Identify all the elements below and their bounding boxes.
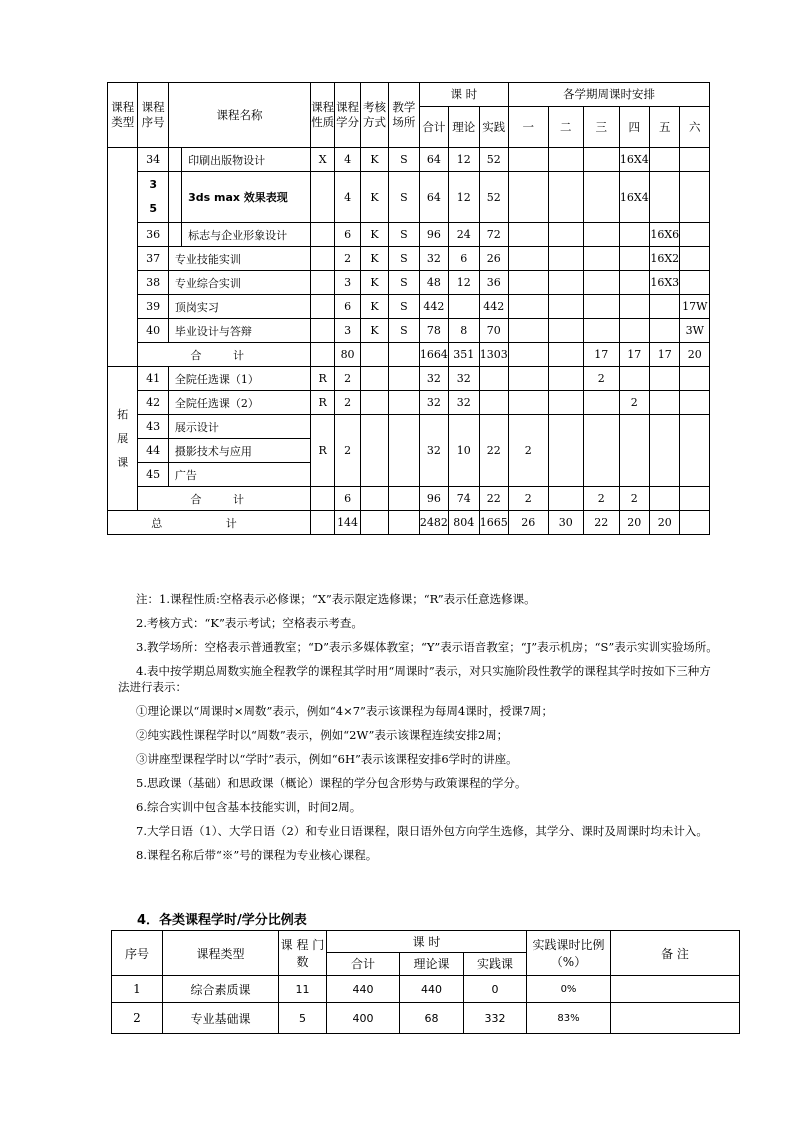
cell-s3: 22 (584, 511, 620, 535)
ratio-header-ratio: 实践课时比例（%） (527, 931, 611, 976)
course-seq: 36 (138, 223, 168, 247)
ratio-rows (112, 976, 740, 1034)
cell-nature (311, 319, 335, 343)
table-row (108, 148, 710, 172)
table-row (112, 976, 740, 1003)
cell-credit: 2 (335, 391, 360, 415)
cell-practice: 70 (479, 319, 508, 343)
course-name: 全院任选课（1） (168, 367, 310, 391)
cell-s6 (680, 148, 710, 172)
cell-s2 (548, 247, 584, 271)
cell-place (389, 343, 419, 367)
cell-practice: 52 (479, 148, 508, 172)
cell-s5 (650, 172, 680, 223)
cell-s2 (548, 148, 584, 172)
cell-nature (311, 172, 335, 223)
name-spacer (168, 223, 181, 247)
cell-theory: 6 (449, 247, 479, 271)
header-course-credit: 课程学分 (335, 83, 360, 148)
cell-total: 2482 (419, 511, 448, 535)
course-type-cell (108, 148, 138, 367)
ratio-header-hours: 课 时 (327, 931, 527, 953)
note-6: 6.综合实训中包含基本技能实训，时间2周。 (136, 800, 362, 814)
cell-s4: 17 (619, 343, 649, 367)
cell-s4 (619, 295, 649, 319)
header-teaching-place: 教学场所 (389, 83, 419, 148)
note-2: 2.考核方式：“K”表示考试；空格表示考查。 (136, 616, 363, 630)
note-4: 4.表中按学期总周数实施全程教学的课程其学时用“周课时”表示，对只实施阶段性教学的课程其学时按如下三种方法进行表示： (118, 664, 711, 694)
cell-s4: 20 (619, 511, 649, 535)
ratio-header-type: 课程类型 (163, 931, 279, 976)
subtotal-label: 合 计 (138, 343, 311, 367)
cell-nature: R (311, 391, 335, 415)
header-sem-6: 六 (680, 107, 710, 148)
course-seq: 42 (138, 391, 168, 415)
cell-total: 1664 (419, 343, 448, 367)
subtotal-row (108, 487, 710, 511)
cell-s6: 20 (680, 343, 710, 367)
header-sem-3: 三 (584, 107, 620, 148)
cell-s2 (548, 343, 584, 367)
cell-place (389, 487, 419, 511)
ratio-header-count: 课 程 门 数 (279, 931, 327, 976)
cell-total: 64 (419, 148, 448, 172)
cell-total: 32 (419, 247, 448, 271)
cell-s1 (508, 247, 548, 271)
cell-exam: K (360, 247, 388, 271)
cell-s6 (680, 391, 710, 415)
subtotal-row (108, 343, 710, 367)
cell-s4 (619, 415, 649, 487)
cell-credit: 3 (335, 319, 360, 343)
course-seq: 39 (138, 295, 168, 319)
cell-s6 (680, 511, 710, 535)
note-7: 7.大学日语（1）、大学日语（2）和专业日语课程，限日语外包方向学生选修，其学分、课时及周课时均未计入。 (136, 824, 708, 838)
cell-s5: 16X3 (650, 271, 680, 295)
cell-s1 (508, 148, 548, 172)
header-course-nature: 课程性质 (311, 83, 335, 148)
course-name: 专业技能实训 (168, 247, 310, 271)
cell-s6 (680, 415, 710, 487)
course-seq: 43 (138, 415, 168, 439)
cell-credit: 6 (335, 487, 360, 511)
cell-practice (479, 391, 508, 415)
cell-practice: 72 (479, 223, 508, 247)
header-sem-2: 二 (548, 107, 584, 148)
cell-s5 (650, 148, 680, 172)
table-row (108, 415, 710, 439)
cell-exam (360, 367, 388, 391)
cell-s4 (619, 247, 649, 271)
cell-exam: K (360, 295, 388, 319)
table-row (108, 223, 710, 247)
note-8: 8.课程名称后带“※”号的课程为专业核心课程。 (136, 848, 378, 862)
cell-s2 (548, 295, 584, 319)
cell-s6 (680, 487, 710, 511)
ratio-type: 综合素质课 (163, 976, 279, 1003)
cell-s3 (584, 295, 620, 319)
cell-s3: 2 (584, 487, 620, 511)
cell-s6 (680, 247, 710, 271)
cell-practice: 52 (479, 172, 508, 223)
header-schedule: 各学期周课时安排 (508, 83, 709, 107)
cell-exam (360, 415, 388, 487)
ratio-total: 400 (327, 1003, 400, 1034)
cell-s5: 16X2 (650, 247, 680, 271)
course-name: 标志与企业形象设计 (182, 223, 311, 247)
cell-total: 442 (419, 295, 448, 319)
cell-total: 32 (419, 415, 448, 487)
cell-s5 (650, 391, 680, 415)
header-hours-theory: 理论 (449, 107, 479, 148)
cell-s5: 16X6 (650, 223, 680, 247)
cell-nature (311, 511, 335, 535)
cell-s1: 2 (508, 415, 548, 487)
cell-theory: 12 (449, 148, 479, 172)
cell-exam (360, 511, 388, 535)
cell-theory: 351 (449, 343, 479, 367)
cell-exam (360, 343, 388, 367)
cell-nature (311, 223, 335, 247)
cell-s4: 2 (619, 487, 649, 511)
table-row (108, 295, 710, 319)
cell-s2 (548, 415, 584, 487)
cell-total: 32 (419, 391, 448, 415)
ratio-seq: 2 (112, 1003, 163, 1034)
cell-total: 48 (419, 271, 448, 295)
ratio-seq: 1 (112, 976, 163, 1003)
cell-s3 (584, 148, 620, 172)
note-1: 注：1.课程性质:空格表示必修课；“X”表示限定选修课；“R”表示任意选修课。 (136, 592, 536, 606)
cell-s6 (680, 271, 710, 295)
cell-s3 (584, 247, 620, 271)
ratio-header-remark: 备 注 (611, 931, 740, 976)
cell-place: S (389, 247, 419, 271)
cell-credit: 6 (335, 295, 360, 319)
cell-theory: 12 (449, 271, 479, 295)
cell-s1 (508, 223, 548, 247)
cell-practice: 1303 (479, 343, 508, 367)
cell-theory: 12 (449, 172, 479, 223)
cell-total: 64 (419, 172, 448, 223)
extension-course-rows (108, 367, 710, 535)
cell-s1 (508, 295, 548, 319)
ratio-remark (611, 1003, 740, 1034)
header-hours: 课 时 (419, 83, 508, 107)
cell-s1: 2 (508, 487, 548, 511)
ratio-percent: 83% (527, 1003, 611, 1034)
cell-total: 96 (419, 487, 448, 511)
cell-s2 (548, 172, 584, 223)
cell-credit: 2 (335, 415, 360, 487)
cell-nature: R (311, 415, 335, 487)
cell-s3 (584, 319, 620, 343)
cell-theory: 8 (449, 319, 479, 343)
cell-s6: 17W (680, 295, 710, 319)
cell-s6: 3W (680, 319, 710, 343)
cell-s1 (508, 319, 548, 343)
course-name: 广告 (168, 463, 310, 487)
table-row (108, 391, 710, 415)
cell-practice: 442 (479, 295, 508, 319)
header-sem-4: 四 (619, 107, 649, 148)
ratio-practice: 0 (464, 976, 527, 1003)
name-spacer (168, 172, 181, 223)
table-row (108, 319, 710, 343)
table-row (108, 367, 710, 391)
note-4-1: ①理论课以“周课时×周数”表示，例如“4×7”表示该课程为每周4课时，授课7周； (136, 704, 554, 718)
ratio-count: 11 (279, 976, 327, 1003)
cell-credit: 3 (335, 271, 360, 295)
cell-s2 (548, 391, 584, 415)
name-spacer (168, 148, 181, 172)
cell-s1 (508, 367, 548, 391)
cell-s2 (548, 223, 584, 247)
cell-credit: 4 (335, 172, 360, 223)
cell-s2 (548, 367, 584, 391)
table-row (108, 271, 710, 295)
header-sem-5: 五 (650, 107, 680, 148)
cell-theory: 804 (449, 511, 479, 535)
header-course-type: 课程类型 (108, 83, 138, 148)
table-row (112, 1003, 740, 1034)
cell-s4 (619, 271, 649, 295)
cell-exam (360, 487, 388, 511)
header-exam-method: 考核方式 (360, 83, 388, 148)
cell-theory (449, 295, 479, 319)
cell-s3: 17 (584, 343, 620, 367)
ratio-count: 5 (279, 1003, 327, 1034)
cell-s4 (619, 319, 649, 343)
ratio-practice: 332 (464, 1003, 527, 1034)
cell-theory: 32 (449, 367, 479, 391)
ratio-header-total: 合计 (327, 952, 400, 975)
cell-theory: 24 (449, 223, 479, 247)
cell-place: S (389, 148, 419, 172)
cell-s5 (650, 367, 680, 391)
main-course-rows (108, 148, 710, 367)
cell-s5 (650, 415, 680, 487)
cell-total: 78 (419, 319, 448, 343)
cell-place: S (389, 223, 419, 247)
cell-s5 (650, 487, 680, 511)
extension-type-label: 拓展课 (108, 367, 138, 511)
grand-total-row (108, 511, 710, 535)
course-name: 展示设计 (168, 415, 310, 439)
ratio-header-theory: 理论课 (400, 952, 464, 975)
cell-theory: 10 (449, 415, 479, 487)
course-seq: 37 (138, 247, 168, 271)
course-seq: 45 (138, 463, 168, 487)
cell-place (389, 511, 419, 535)
cell-credit: 144 (335, 511, 360, 535)
cell-s5 (650, 319, 680, 343)
course-seq: 40 (138, 319, 168, 343)
cell-s4 (619, 367, 649, 391)
cell-s4: 16X4 (619, 148, 649, 172)
cell-exam: K (360, 148, 388, 172)
cell-credit: 4 (335, 148, 360, 172)
cell-s2 (548, 271, 584, 295)
cell-s4 (619, 223, 649, 247)
cell-s1 (508, 172, 548, 223)
cell-nature (311, 343, 335, 367)
cell-place: S (389, 295, 419, 319)
ratio-table (111, 930, 740, 1034)
cell-s1: 26 (508, 511, 548, 535)
cell-place: S (389, 271, 419, 295)
header-hours-practice: 实践 (479, 107, 508, 148)
course-name: 全院任选课（2） (168, 391, 310, 415)
note-4-2: ②纯实践性课程学时以“周数”表示，例如“2W”表示该课程连续安排2周； (136, 728, 509, 742)
cell-s3 (584, 271, 620, 295)
course-seq: 34 (138, 148, 168, 172)
cell-credit: 2 (335, 247, 360, 271)
ratio-remark (611, 976, 740, 1003)
cell-exam: K (360, 172, 388, 223)
ratio-header-practice: 实践课 (464, 952, 527, 975)
cell-s1 (508, 391, 548, 415)
cell-s5: 17 (650, 343, 680, 367)
cell-s2 (548, 319, 584, 343)
ratio-total: 440 (327, 976, 400, 1003)
cell-nature (311, 487, 335, 511)
cell-place: S (389, 319, 419, 343)
course-name: 专业综合实训 (168, 271, 310, 295)
cell-exam: K (360, 223, 388, 247)
course-seq: 41 (138, 367, 168, 391)
cell-credit: 2 (335, 367, 360, 391)
cell-s1 (508, 271, 548, 295)
cell-exam: K (360, 271, 388, 295)
cell-s4: 16X4 (619, 172, 649, 223)
cell-s3 (584, 172, 620, 223)
cell-place: S (389, 172, 419, 223)
header-course-seq: 课程序号 (138, 83, 168, 148)
cell-total: 32 (419, 367, 448, 391)
cell-practice: 22 (479, 487, 508, 511)
cell-s6 (680, 172, 710, 223)
cell-s5: 20 (650, 511, 680, 535)
cell-place (389, 367, 419, 391)
cell-practice: 36 (479, 271, 508, 295)
cell-total: 96 (419, 223, 448, 247)
cell-s6 (680, 223, 710, 247)
table-row (108, 247, 710, 271)
course-seq: 35 (138, 172, 168, 223)
cell-credit: 6 (335, 223, 360, 247)
cell-s3 (584, 415, 620, 487)
cell-nature: X (311, 148, 335, 172)
cell-credit: 80 (335, 343, 360, 367)
grand-total-label: 总 计 (108, 511, 311, 535)
notes (118, 591, 718, 863)
course-seq: 44 (138, 439, 168, 463)
course-name: 印刷出版物设计 (182, 148, 311, 172)
ratio-theory: 68 (400, 1003, 464, 1034)
cell-practice: 1665 (479, 511, 508, 535)
course-schedule-table (107, 82, 710, 535)
header-hours-total: 合计 (419, 107, 448, 148)
cell-exam (360, 391, 388, 415)
cell-nature (311, 295, 335, 319)
cell-nature: R (311, 367, 335, 391)
cell-s1 (508, 343, 548, 367)
cell-place (389, 391, 419, 415)
note-5: 5.思政课（基础）和思政课（概论）课程的学分包含形势与政策课程的学分。 (136, 776, 527, 790)
cell-practice: 22 (479, 415, 508, 487)
cell-s6 (680, 367, 710, 391)
course-name: 3ds max 效果表现 (182, 172, 311, 223)
section-4-title: 4．各类课程学时/学分比例表 (137, 913, 307, 928)
note-3: 3.教学场所：空格表示普通教室；“D”表示多媒体教室；“Y”表示语音教室；“J”表示机房；“S”表示实训实验场所。 (136, 640, 718, 654)
ratio-percent: 0% (527, 976, 611, 1003)
header-course-name: 课程名称 (168, 83, 310, 148)
ratio-type: 专业基础课 (163, 1003, 279, 1034)
cell-nature (311, 271, 335, 295)
course-name: 毕业设计与答辩 (168, 319, 310, 343)
cell-s5 (650, 295, 680, 319)
table-row (108, 172, 710, 223)
cell-s2: 30 (548, 511, 584, 535)
cell-s4: 2 (619, 391, 649, 415)
cell-s3 (584, 223, 620, 247)
header-sem-1: 一 (508, 107, 548, 148)
cell-theory: 32 (449, 391, 479, 415)
ratio-theory: 440 (400, 976, 464, 1003)
course-name: 顶岗实习 (168, 295, 310, 319)
cell-place (389, 415, 419, 487)
cell-practice (479, 367, 508, 391)
subtotal-label: 合 计 (138, 487, 311, 511)
cell-theory: 74 (449, 487, 479, 511)
ratio-header-seq: 序号 (112, 931, 163, 976)
course-seq: 38 (138, 271, 168, 295)
cell-s3: 2 (584, 367, 620, 391)
cell-nature (311, 247, 335, 271)
cell-s3 (584, 391, 620, 415)
cell-exam: K (360, 319, 388, 343)
course-name: 摄影技术与应用 (168, 439, 310, 463)
note-4-3: ③讲座型课程学时以“学时”表示，例如“6H”表示该课程安排6学时的讲座。 (136, 752, 518, 766)
cell-s2 (548, 487, 584, 511)
cell-practice: 26 (479, 247, 508, 271)
